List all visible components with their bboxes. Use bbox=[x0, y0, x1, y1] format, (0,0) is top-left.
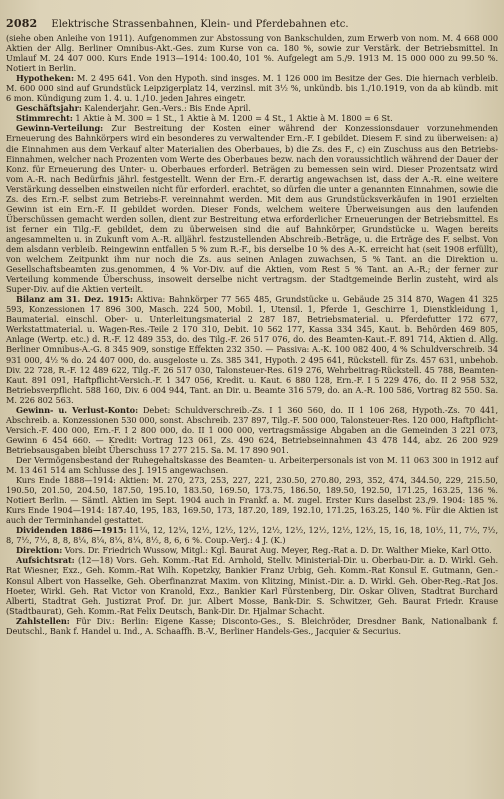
paragraph bbox=[6, 73, 498, 103]
paragraph-lead: Geschäftsjahr: bbox=[16, 103, 82, 114]
paragraph-lead: Bilanz am 31. Dez. 1915: bbox=[16, 294, 133, 305]
paragraph bbox=[6, 294, 498, 405]
paragraph bbox=[6, 33, 498, 73]
paragraph bbox=[6, 405, 498, 455]
paragraph-text: 1 Aktie à M. 300 = 1 St., 1 Aktie à M. 1200 = 4 St., 1 Aktie à M. 1800 = 6 St. bbox=[72, 113, 393, 124]
paragraph-text: Kalenderjahr. Gen.-Vers.: Bis Ende April. bbox=[81, 103, 251, 114]
running-title: Elektrische Strassenbahnen, Klein- und Pferdebahnen etc. bbox=[51, 19, 349, 30]
paragraph-text: M. 2 495 641. Von den Hypoth. sind insges. M. 1 126 000 im Besitze der Ges. Die hiernach verbleib. M. 600 000 sind auf Grundstück Leipzigerplatz 14, verzinsl. mit 3½ %, unkündb. bis 1./10.1919, von da ab kündb. mit 6 mon. Kündigung zum 1. 4. u. 1./10. jeden Jahres eingetr. bbox=[6, 73, 498, 104]
paragraph bbox=[6, 123, 498, 294]
paragraph-text: Kurs Ende 1888—1914: Aktien: M. 270, 273, 253, 227, 221, 230.50, 270.80, 293, 352, 474, 344.50, 229, 215.50, 190.50, 201.50, 204.50, 187.50, 195.10, 183.50, 169.50, 173.75, 186.50, 189.50, 192.50, 171.25, 163.25, 136 %. Notiert Berlin. — Sämtl. Aktien im Sept. 1904 auch in Frankf. a. M. zugel. Erster Kurs daselbst 23./9. 1904: 185 %. Kurs Ende 1904—1914: 187.40, 195, 183, 169.50, 173, 187.20, 189, 192.10, 171.25, 163.25, 140 %. Für die Aktien ist auch der Terminhandel gestattet. bbox=[6, 475, 498, 526]
document-body bbox=[6, 33, 498, 636]
paragraph-lead: Stimmrecht: bbox=[16, 113, 73, 124]
page-number: 2082 bbox=[6, 17, 38, 30]
paragraph bbox=[6, 103, 498, 113]
paragraph-text: Für Div.: Berlin: Eigene Kasse; Disconto-Ges., S. Bleichröder, Dresdner Bank, Nationalbank f. Deutschl., Bank f. Handel u. Ind., A. Schaaffh. B.-V., Berliner Handels-Ges., Jacquier & Securius. bbox=[6, 615, 498, 636]
paragraph-lead: Zahlstellen: bbox=[16, 615, 70, 626]
paragraph bbox=[6, 616, 498, 636]
paragraph-text: (12—18) Vors. Geh. Komm.-Rat Ed. Arnhold, Stellv. Ministerial-Dir. u. Oberbau-Dir. a. D. Wirkl. Geh. Rat Wiesner, Exz., Geh. Komm.-Rat Wilh. Kopetzky, Bankier Franz Urbig, Geh. Komm.-Rat Konsul E. Gutmann, Gen.-Konsul Albert von Hasselke, Geh. Oberfinanzrat Maxim. von Klitzing, Minist.-Dir. a. D. Wirkl. Geh. Ober-Reg.-Rat Jos. Hoeter, Wirkl. Geh. Rat Victor von Kranold, Exz., Bankier Karl Fürstenberg, Dir. Oskar Oliven, Stadtrat Burchard Alberti, Stadtrat Geh. Justizrat Prof. Dr. jur. Albert Mosse, Bank-Dir. S. Schwitzer, Geh. Baurat Friedr. Krause (Stadtbaurat), Geh. Komm.-Rat Felix Deutsch, Bank-Dir. Dr. Hjalmar Schacht. bbox=[6, 555, 498, 616]
paragraph-lead: Gewinn-Verteilung: bbox=[16, 123, 104, 134]
paragraph bbox=[6, 555, 498, 615]
paragraph bbox=[6, 113, 498, 123]
paragraph-text: Zur Bestreitung der Kosten einer während der Konzessionsdauer vorzunehmenden Erneuerung des Bahnkörpers wird ein besonderes zu verwaltender Ern.-F. I gebildet. Diesem F. sind zu überweisen: a) die Einnahmen aus dem Verkauf alter Materialien des Oberbaues, b) die Zs. des F., c) ein Zuschuss aus den Betriebs-Einnahmen, welcher nach Prozenten vom Werte des Oberbaues bezw. nach den voraussichtlich während der Dauer der Konz. für Erneuerung des Unter- u. Oberbaues erforderl. Beträgen zu bemessen sein wird. Dieser Prozentsatz wird vom A.-R. nach Bedürfnis jährl. festgestellt. Wenn der Ern.-F. derartig angewachsen ist, dass der A.-R. eine weitere Verstärkung desselben einstweilen nicht für erforderl. erachtet, so dürfen die unter a genannten Einnahmen, sowie die Zs. des Ern.-F. selbst zum Betriebs-F. vereinnahmt werden. Mit dem aus Grundstücksverkäufen in 1901 erzielten Gewinn ist ein Ern.-F. II gebildet worden. Dieser Fonds, welchem weitere Überweisungen aus den laufenden Überschüssen gemacht werden sollen, dient zur Bestreitung etwa erforderlicher Erneuerungen der Betriebsmittel. Es ist ferner ein Tilg.-F. gebildet, dem zu überweisen sind die auf Bahnkörper, Grundstücke u. Wagen bereits angesammelten u. in Zukunft vom A.-R. alljährl. festzustellenden Abschreib.-Beträge, u. die Erträge des F. selbst. Von dem alsdann verbleib. Reingewinn entfallen 5 % zum R.-F., bis derselbe 10 % des A.-K. erreicht hat (seit 1908 erfüllt), von welchem Zeitpunkt ihm nur noch die Zs. aus seinen Anlagen zuwachsen, 5 % Tant. an die Direktion u. Gesellschaftsbeamten zus.genommen, 4 % Vor-Div. auf die Aktien, vom Rest 5 % Tant. an A.-R.; der ferner zur Verteilung kommende Überschuss, insoweit derselbe nicht vertragsm. der Stadtgemeinde Berlin zusteht, wird als Super-Div. auf die Aktien verteilt. bbox=[6, 123, 498, 295]
paragraph-lead: Direktion: bbox=[16, 545, 63, 556]
paragraph-text: Vors. Dr. Friedrich Wussow, Mitgl.: Kgl. Baurat Aug. Meyer, Reg.-Rat a. D. Dr. Walther Mieke, Karl Otto. bbox=[62, 545, 492, 556]
paragraph-text: (siehe oben Anleihe von 1911). Aufgenommen zur Abstossung von Bankschulden, zum Erwerb von nom. M. 4 668 000 Aktien der Allg. Berliner Omnibus-Akt.-Ges. zum Kurse von ca. 180 %, sowie zur Verstärk. der Betriebsmittel. In Umlauf M. 24 407 000. Kurs Ende 1913—1914: 100.40, 101 %. Aufgelegt am 5./9. 1913 M. 15 000 000 zu 99.50 %. Notiert in Berlin. bbox=[6, 33, 498, 74]
paragraph-text: Aktiva: Bahnkörper 77 565 485, Grundstücke u. Gebäude 25 314 870, Wagen 41 325 593, Konzessionen 17 896 300, Masch. 224 500, Mobil. 1, Utensil. 1, Pferde 1, Geschirre 1, Dienstkleidung 1, Baumaterial. einschl. Ober- u. Unterleitungsmaterial 2 287 187, Betriebsmaterial. u. Pferdefutter 172 677, Werkstattmaterial. u. Wagen-Res.-Teile 2 170 310, Debit. 10 562 177, Kassa 334 345, Kaut. b. Behörden 469 805, Anlage (Wertp. etc.) d. R.-F. 12 489 353, do. des Tilg.-F. 26 517 076, do. des Beamten-Kaut.-F. 891 714, Aktien d. Allg. Berliner Omnibus-A.-G. 8 345 909, sonstige Effekten 232 350. — Passiva: A.-K. 100 082 400, 4 % Schuldverschreib. 34 931 000, 4½ % do. 24 407 000, do. ausgeloste u. Zs. 385 341, Hypoth. 2 495 641, Rückstell. für Zs. 457 631, unbehob. Div. 22 728, R.-F. 12 489 622, Tilg.-F. 26 517 030, Talonsteuer-Res. 619 276, Wehrbeitrag-Rückstell. 45 788, Beamten-Kaut. 891 091, Haftpflicht-Versich.-F. 1 347 056, Kredit. u. Kaut. 6 880 128, Ern.-F. I 5 229 476, do. II 2 958 532, Betriebsverpflicht. 588 160, Div. 6 004 944, Tant. an Dir. u. Beamte 316 579, do. an A.-R. 100 586, Vortrag 82 550. Sa. M. 226 802 563. bbox=[6, 294, 498, 405]
paragraph bbox=[6, 475, 498, 525]
paragraph-text: Debet: Schuldverschreib.-Zs. I 1 360 560, do. II 1 106 268, Hypoth.-Zs. 70 441, Abschreib. a. Konzessionen 530 000, sonst. Abschreib. 237 897, Tilg.-F. 500 000, Talonsteuer-Res. 120 000, Haftpflicht-Versich.-F. 400 000, Ern.-F. I 2 800 000, do. II 1 000 000, vertragsmässige Abgaben an die Gemeinden 3 221 073, Gewinn 6 454 660. — Kredit: Vortrag 123 061, Zs. 490 624, Betriebseinnahmen 43 478 144, abz. 26 200 929 Betriebsausgaben bleibt Überschuss 17 277 215. Sa. M. 17 890 901. bbox=[6, 404, 498, 455]
paragraph-text: 11¼, 12, 12¼, 12½, 12½, 12½, 12½, 12½, 12½, 12½, 12½, 15, 16, 18, 10½, 11, 7½, 7½, 8, 7½, 7½, 8, 8, 8¼, 8¼, 8¼, 8¼, 8½, 8, 6, 6 %. Coup.-Verj.: 4 J. (K.) bbox=[6, 525, 498, 546]
paragraph-lead: Dividenden 1886—1915: bbox=[16, 525, 127, 536]
paragraph-lead: Hypotheken: bbox=[16, 73, 74, 84]
page-header bbox=[6, 18, 498, 31]
paragraph-lead: Gewinn- u. Verlust-Konto: bbox=[16, 404, 139, 415]
paragraph-lead: Aufsichtsrat: bbox=[16, 555, 75, 566]
paragraph bbox=[6, 455, 498, 475]
paragraph bbox=[6, 545, 498, 555]
paragraph bbox=[6, 525, 498, 545]
paragraph-text: Der Vermögensbestand der Ruhegehaltskasse des Beamten- u. Arbeiterpersonals ist von M. 11 063 300 in 1912 auf M. 13 461 514 am Schlusse des J. 1915 angewachsen. bbox=[6, 454, 498, 476]
